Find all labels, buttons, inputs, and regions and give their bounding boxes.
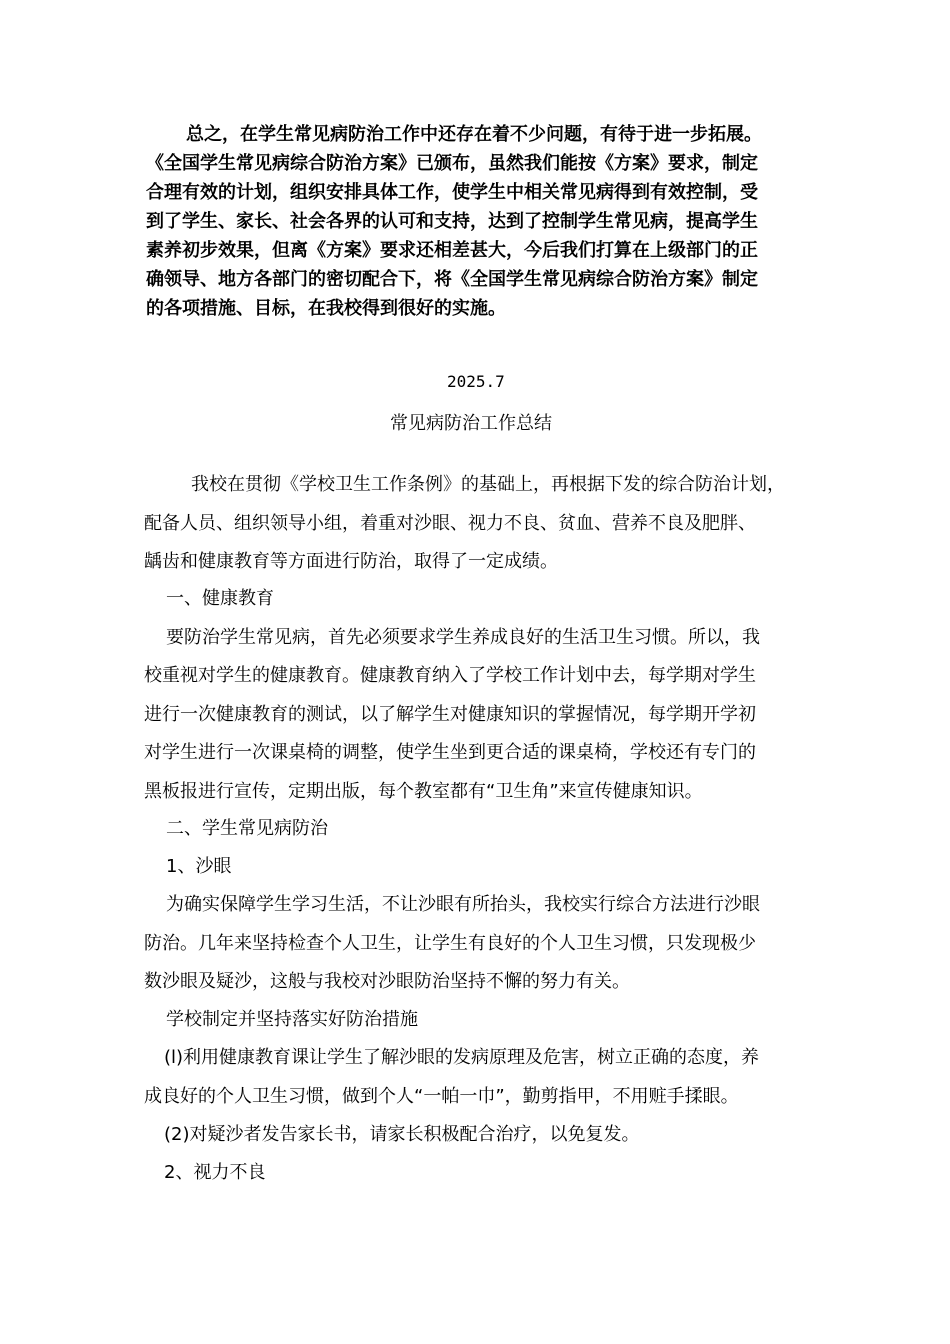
trachoma-line-2: 防治。几年来坚持检查个人卫生，让学生有良好的个人卫生习惯，只发现极少 (144, 933, 756, 954)
section1-line-1: 要防治学生常见病，首先必须要求学生养成良好的生活卫生习惯。所以，我 (166, 627, 760, 648)
measure2-line: (2)对疑沙者发告家长书，请家长积极配合治疗，以免复发。 (164, 1124, 640, 1145)
summary-line-5: 素养初步效果，但离《方案》要求还相差甚大，今后我们打算在上级部门的正 (146, 240, 758, 261)
section-heading-health-education: 一、健康教育 (166, 588, 274, 609)
summary-line-2: 《全国学生常见病综合防治方案》已颁布，虽然我们能按《方案》要求，制定 (146, 153, 758, 174)
document-title: 常见病防治工作总结 (390, 413, 552, 434)
intro-line-2: 配备人员、组织领导小组，着重对沙眼、视力不良、贫血、营养不良及肥胖、 (144, 513, 756, 534)
intro-line-3: 龋齿和健康教育等方面进行防治，取得了一定成绩。 (144, 551, 558, 572)
measure1-line-2: 成良好的个人卫生习惯，做到个人“一帕一巾”，勤剪指甲，不用赃手揉眼。 (144, 1086, 739, 1107)
measures-heading: 学校制定并坚持落实好防治措施 (166, 1009, 418, 1030)
section-heading-common-diseases: 二、学生常见病防治 (166, 818, 328, 839)
trachoma-line-3: 数沙眼及疑沙，这般与我校对沙眼防治坚持不懈的努力有关。 (144, 971, 630, 992)
section1-line-3: 进行一次健康教育的测试，以了解学生对健康知识的掌握情况，每学期开学初 (144, 704, 756, 725)
measure1-line-1: (l)利用健康教育课让学生了解沙眼的发病原理及危害，树立正确的态度，养 (164, 1047, 760, 1068)
document-date: 2025.7 (447, 372, 505, 391)
section1-line-2: 校重视对学生的健康教育。健康教育纳入了学校工作计划中去，每学期对学生 (144, 665, 756, 686)
subsection-heading-trachoma: 1、沙眼 (166, 856, 232, 877)
summary-line-1: 总之，在学生常见病防治工作中还存在着不少问题，有待于进一步拓展。 (186, 124, 762, 145)
subsection-heading-poor-vision: 2、视力不良 (164, 1162, 266, 1183)
summary-line-6: 确领导、地方各部门的密切配合下，将《全国学生常见病综合防治方案》制定 (146, 269, 758, 290)
intro-line-1: 我校在贯彻《学校卫生工作条例》的基础上，再根据下发的综合防治计划， (191, 474, 785, 495)
summary-line-3: 合理有效的计划，组织安排具体工作，使学生中相关常见病得到有效控制，受 (146, 182, 758, 203)
summary-line-7: 的各项措施、目标，在我校得到很好的实施。 (146, 298, 506, 319)
section1-line-5: 黑板报进行宣传，定期出版，每个教室都有“卫生角”来宣传健康知识。 (144, 781, 703, 802)
summary-line-4: 到了学生、家长、社会各界的认可和支持，达到了控制学生常见病，提高学生 (146, 211, 758, 232)
section1-line-4: 对学生进行一次课桌椅的调整，使学生坐到更合适的课桌椅，学校还有专门的 (144, 742, 756, 763)
trachoma-line-1: 为确实保障学生学习生活，不让沙眼有所抬头，我校实行综合方法进行沙眼 (166, 894, 760, 915)
